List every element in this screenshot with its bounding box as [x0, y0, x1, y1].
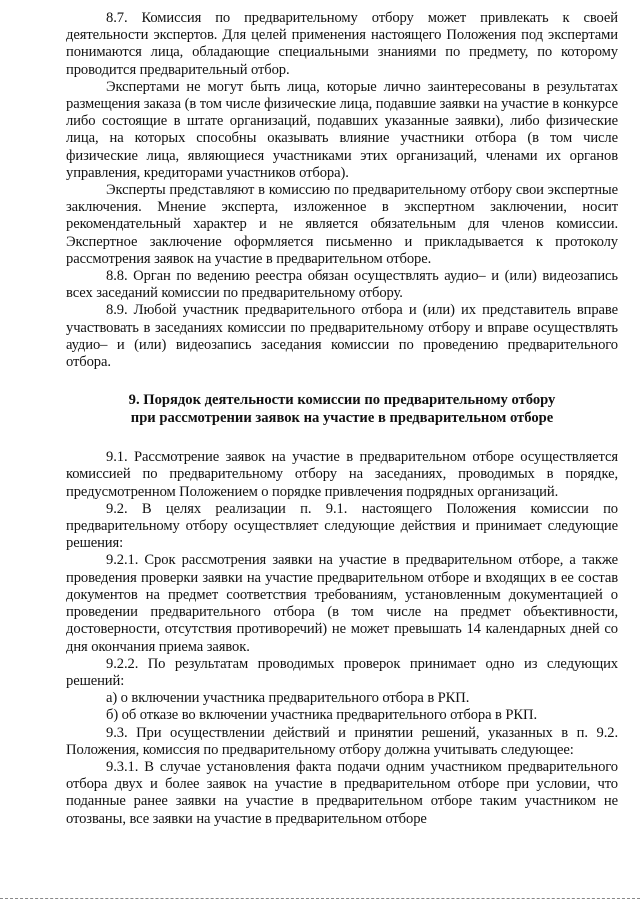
- paragraph: 9.1. Рассмотрение заявок на участие в предварительном отборе осуществляется комиссией по предварительному отбору на заседаниях, проводимых в порядке, предусмотренном Положением о порядке привлечения подрядных организаций.: [66, 449, 618, 500]
- paragraph: 9.2.1. Срок рассмотрения заявки на участие в предварительном отборе, а также проведения проверки заявки на участие предварительном отборе и входящих в ее состав документов на предмет соответствия требованиям, установленным документацией о проведении предварительного отбора (в том числе на предмет объективности, достоверности, отсутствия противоречий) не может превышать 14 календарных дней со дня окончания приема заявок.: [66, 552, 618, 655]
- paragraph: 8.7. Комиссия по предварительному отбору может привлекать к своей деятельности экспертов. Для целей применения настоящего Положения под экспертами понимаются лица, обладающие специальными знаниями по предмету, по которому проводится предварительный отбор.: [66, 10, 618, 78]
- paragraph: 8.9. Любой участник предварительного отбора и (или) их представитель вправе участвовать в заседаниях комиссии по предварительному отбору и вправе осуществлять аудио– и (или) видеозапись заседания комиссии по проведению предварительного отбора.: [66, 302, 618, 371]
- section-heading-line: при рассмотрении заявок на участие в предварительном отборе: [130, 410, 554, 427]
- paragraphs-top: [66, 10, 618, 371]
- section-heading-line: 9. Порядок деятельности комиссии по предварительному отбору: [128, 392, 556, 409]
- paragraphs-bottom: [66, 449, 618, 827]
- paragraph: 9.3. При осуществлении действий и принятии решений, указанных в п. 9.2. Положения, комиссия по предварительному отбору должна учитывать следующее:: [66, 724, 618, 758]
- paragraph: 9.2. В целях реализации п. 9.1. настоящего Положения комиссии по предварительному отбору осуществляет следующие действия и принимает следующие решения:: [66, 500, 618, 552]
- paragraph: 9.2.2. По результатам проводимых проверок принимает одно из следующих решений:: [66, 655, 618, 689]
- paragraph: 9.3.1. В случае установления факта подачи одним участником предварительного отбора двух и более заявок на участие в предварительном отборе при условии, что поданные ранее заявки на участие в предварительном отборе таким участником не отозваны, все заявки на участие в предварительном отборе: [66, 758, 618, 827]
- section-heading: [66, 391, 618, 427]
- footer-divider: [0, 898, 640, 899]
- list-item: а) о включении участника предварительного отбора в РКП.: [106, 690, 470, 707]
- paragraph: Экспертами не могут быть лица, которые лично заинтересованы в результатах размещения заказа (в том числе физические лица, подавшие заявки на участие в конкурсе либо состоящие в штате организаций, подавших указанные заявки), либо физические лица, на которых способны оказывать влияние участники отбора (в том числе физические лица, являющиеся участниками этих организаций, членами их органов управления, кредиторами участников отбора).: [66, 78, 618, 181]
- list-item: б) об отказе во включении участника предварительного отбора в РКП.: [106, 707, 538, 724]
- paragraph: Эксперты представляют в комиссию по предварительному отбору свои экспертные заключения. Мнение эксперта, изложенное в экспертном заключении, носит рекомендательный характер и не является обязательным для членов комиссии. Экспертное заключение оформляется письменно и прикладывается к протоколу рассмотрения заявок на участие в предварительном отборе.: [66, 182, 618, 267]
- paragraph: 8.8. Орган по ведению реестра обязан осуществлять аудио– и (или) видеозапись всех заседаний комиссии по предварительному отбору.: [66, 268, 618, 302]
